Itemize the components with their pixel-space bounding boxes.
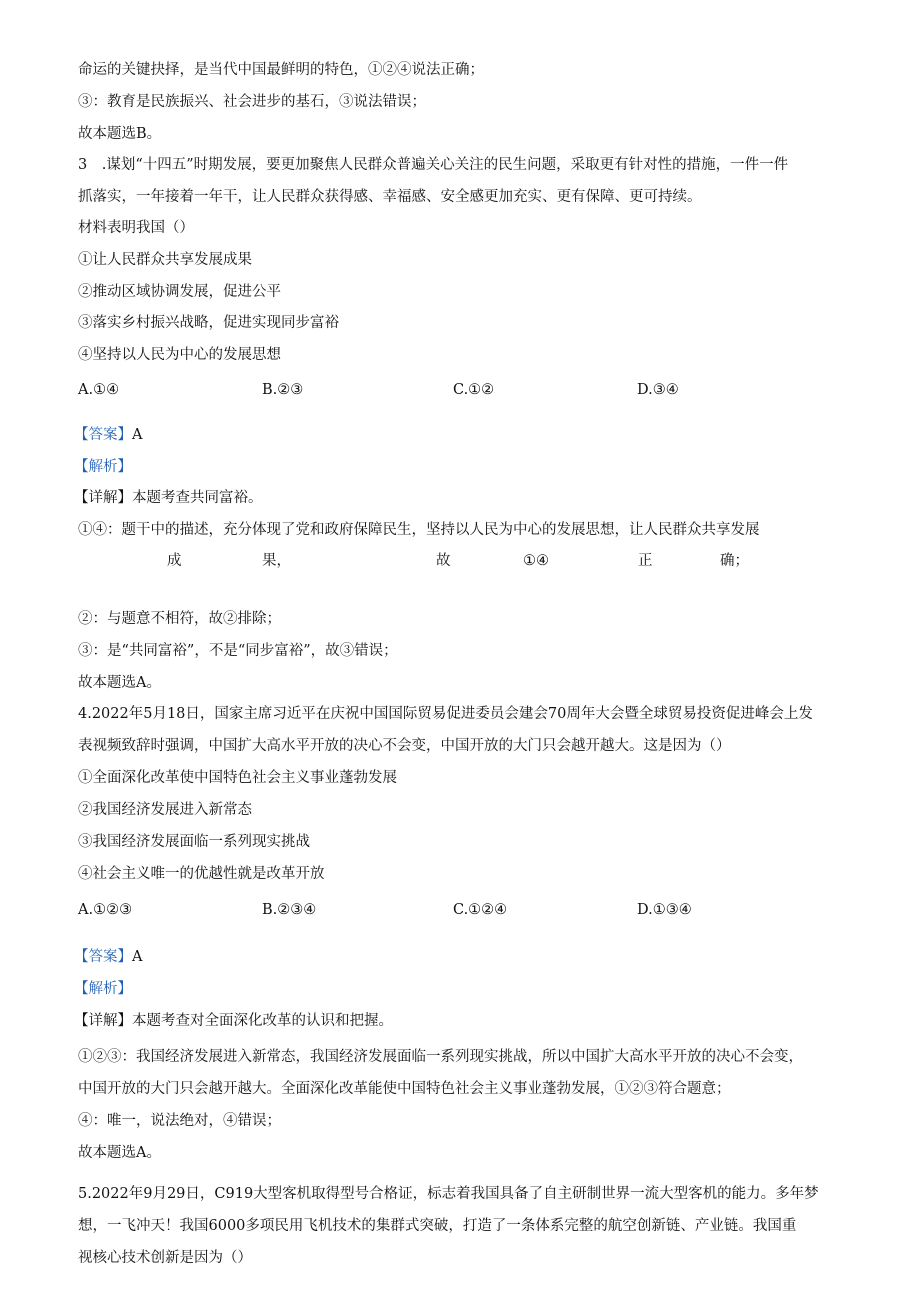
prev-conclusion: 故本题选B。 <box>78 126 162 142</box>
q3-stem: 3 .谋划“十四五”时期发展，要更加聚焦人民群众普遍关心关注的民生问题，采取更有针对性的措施，一件一件 <box>78 157 789 173</box>
prev-explanation-line: ③：教育是民族振兴、社会进步的基石，③说法错误； <box>78 94 426 110</box>
q5-stem: 5.2022年9月29日，C919大型客机取得型号合格证，标志着我国具备了自主研制世界一流大型客机的能力。多年梦 <box>78 1186 819 1202</box>
q4-detail <box>74 1011 393 1031</box>
q3-explanation-word: 正 <box>638 553 653 569</box>
q3-detail <box>74 488 263 508</box>
q4-item: ④社会主义唯一的优越性就是改革开放 <box>78 866 325 882</box>
q4-option-b: B.②③④ <box>262 902 317 918</box>
prev-explanation-line: 命运的关键抉择，是当代中国最鲜明的特色，①②④说法正确； <box>78 62 484 78</box>
q4-answer <box>74 947 142 967</box>
q3-item: ③落实乡村振兴战略，促进实现同步富裕 <box>78 315 339 331</box>
q3-explanation-word: 确； <box>720 553 749 569</box>
q4-option-a: A.①②③ <box>78 902 133 918</box>
answer-value: A <box>132 949 143 965</box>
q4-option-d: D.①③④ <box>637 902 692 918</box>
q4-explanation-line: ①②③：我国经济发展进入新常态，我国经济发展面临一系列现实挑战，所以中国扩大高水平开放的决心不会变， <box>78 1049 803 1065</box>
q3-prompt: 材料表明我国（） <box>78 220 194 236</box>
detail-tag: 【详解】 <box>74 1013 132 1029</box>
q4-stem: 4.2022年5月18日，国家主席习近平在庆祝中国国际贸易促进委员会建会70周年大会暨全球贸易投资促进峰会上发 <box>78 706 813 722</box>
detail-tag: 【详解】 <box>74 490 132 506</box>
q4-item: ①全面深化改革使中国特色社会主义事业蓬勃发展 <box>78 770 397 786</box>
q3-option-b: B.②③ <box>262 382 304 398</box>
q4-analysis-tag: 【解析】 <box>74 981 132 997</box>
q3-option-c: C.①② <box>453 382 495 398</box>
q3-item: ④坚持以人民为中心的发展思想 <box>78 347 281 363</box>
q3-explanation-word: 成 <box>167 553 182 569</box>
q3-conclusion: 故本题选A。 <box>78 675 161 691</box>
q4-explanation-line: ④：唯一，说法绝对，④错误； <box>78 1113 281 1129</box>
answer-tag: 【答案】 <box>74 427 132 443</box>
q3-explanation-line: ①④：题干中的描述，充分体现了党和政府保障民生，坚持以人民为中心的发展思想，让人民群众共享发展 <box>78 522 760 538</box>
q4-item: ③我国经济发展面临一系列现实挑战 <box>78 834 310 850</box>
q3-explanation-line: ②：与题意不相符，故②排除； <box>78 611 281 627</box>
answer-tag: 【答案】 <box>74 949 132 965</box>
q3-analysis-tag: 【解析】 <box>74 459 132 475</box>
q3-explanation-word: ①④ <box>523 553 549 569</box>
q4-stem: 表视频致辞时强调，中国扩大高水平开放的决心不会变，中国开放的大门只会越开越大。这是因为（） <box>78 738 731 754</box>
q3-item: ①让人民群众共享发展成果 <box>78 252 252 268</box>
q4-conclusion: 故本题选A。 <box>78 1145 161 1161</box>
q3-stem: 抓落实，一年接着一年干，让人民群众获得感、幸福感、安全感更加充实、更有保障、更可持续。 <box>78 189 702 205</box>
detail-text: 本题考查对全面深化改革的认识和把握。 <box>132 1013 393 1029</box>
q3-item: ②推动区域协调发展，促进公平 <box>78 284 281 300</box>
q3-explanation-word: 故 <box>436 553 451 569</box>
q3-explanation-line: ③：是“共同富裕”，不是“同步富裕”，故③错误； <box>78 643 398 659</box>
q5-stem: 想，一飞冲天！我国6000多项民用飞机技术的集群式突破，打造了一条体系完整的航空创新链、产业链。我国重 <box>78 1218 797 1234</box>
q3-option-d: D.③④ <box>637 382 679 398</box>
q3-answer <box>74 425 142 445</box>
detail-text: 本题考查共同富裕。 <box>132 490 263 506</box>
q4-explanation-line: 中国开放的大门只会越开越大。全面深化改革能使中国特色社会主义事业蓬勃发展，①②③符合题意； <box>78 1081 731 1097</box>
answer-value: A <box>132 427 143 443</box>
q4-item: ②我国经济发展进入新常态 <box>78 802 252 818</box>
q3-explanation-word: 果， <box>262 553 291 569</box>
q5-stem: 视核心技术创新是因为（） <box>78 1250 252 1266</box>
q3-option-a: A.①④ <box>78 382 120 398</box>
q4-option-c: C.①②④ <box>453 902 508 918</box>
